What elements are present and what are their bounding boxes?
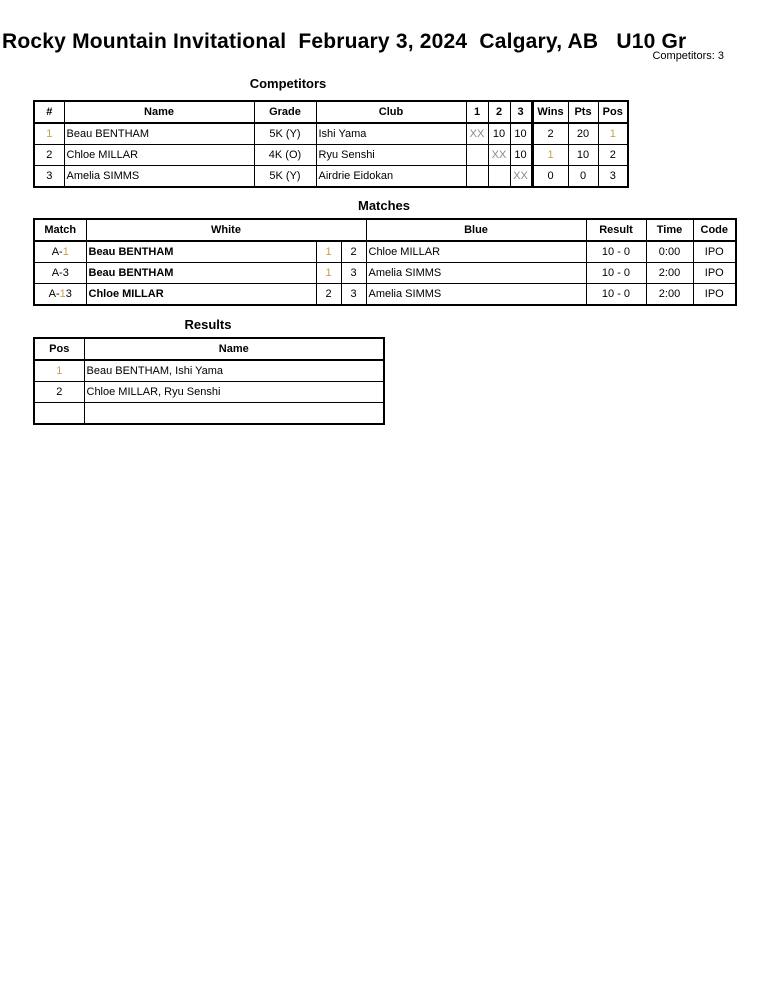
competitor-wins-cell: 2: [532, 123, 568, 145]
match-white-name-cell: Beau BENTHAM: [86, 263, 316, 284]
match-white-number-cell: 2: [316, 284, 341, 306]
match-result-cell: 10 - 0: [586, 284, 646, 306]
match-time-cell: 2:00: [646, 284, 693, 306]
col-header-number: #: [34, 101, 64, 123]
match-white-name-cell: Chloe MILLAR: [86, 284, 316, 306]
competitor-row: [34, 166, 628, 188]
competitor-name-cell: Beau BENTHAM: [64, 123, 254, 145]
competitors-header-row: [34, 101, 628, 123]
match-code-cell: IPO: [693, 263, 736, 284]
competitor-grade-cell: 5K (Y): [254, 123, 316, 145]
competitor-club-cell: Airdrie Eidokan: [316, 166, 466, 188]
competitor-wins-cell: 0: [532, 166, 568, 188]
competitor-number-cell: 3: [34, 166, 64, 188]
competitor-position-cell: 1: [598, 123, 628, 145]
match-id-cell: A-13: [34, 284, 86, 306]
competitors-table: [33, 100, 629, 188]
results-section-heading: Results: [184, 317, 232, 332]
col-header-round-3: 3: [510, 101, 532, 123]
competitors-count-label: Competitors: 3: [652, 50, 724, 62]
round-grid-cell: 10: [510, 145, 532, 166]
match-row: [34, 284, 736, 306]
col-header-wins: Wins: [532, 101, 568, 123]
competitor-row: [34, 145, 628, 166]
competitor-name-cell: Amelia SIMMS: [64, 166, 254, 188]
competitors-section-heading: Competitors: [249, 76, 327, 91]
competitor-club-cell: Ishi Yama: [316, 123, 466, 145]
round-grid-cell-self: XX: [488, 145, 510, 166]
result-position-cell: 2: [34, 382, 84, 403]
result-name-cell: Beau BENTHAM, Ishi Yama: [84, 360, 384, 382]
col-header-result: Result: [586, 219, 646, 241]
col-header-position: Pos: [34, 338, 84, 360]
results-header-row: [34, 338, 384, 360]
col-header-round-1: 1: [466, 101, 488, 123]
result-name-cell: [84, 403, 384, 425]
match-result-cell: 10 - 0: [586, 241, 646, 263]
round-grid-cell: 10: [510, 123, 532, 145]
competitor-points-cell: 20: [568, 123, 598, 145]
competitor-position-cell: 2: [598, 145, 628, 166]
col-header-blue: Blue: [366, 219, 586, 241]
result-row: [34, 403, 384, 425]
col-header-position: Pos: [598, 101, 628, 123]
col-header-grade: Grade: [254, 101, 316, 123]
competitor-grade-cell: 4K (O): [254, 145, 316, 166]
result-name-cell: Chloe MILLAR, Ryu Senshi: [84, 382, 384, 403]
match-code-cell: IPO: [693, 284, 736, 306]
competitor-wins-cell: 1: [532, 145, 568, 166]
col-header-club: Club: [316, 101, 466, 123]
match-blue-name-cell: Amelia SIMMS: [366, 263, 586, 284]
round-grid-cell-self: XX: [466, 123, 488, 145]
competitor-position-cell: 3: [598, 166, 628, 188]
col-header-points: Pts: [568, 101, 598, 123]
result-row: [34, 360, 384, 382]
match-blue-name-cell: Amelia SIMMS: [366, 284, 586, 306]
match-id-cell: A-3: [34, 263, 86, 284]
match-row: [34, 263, 736, 284]
round-grid-cell-self: XX: [510, 166, 532, 188]
result-position-cell: [34, 403, 84, 425]
competitor-row: [34, 123, 628, 145]
match-white-number-cell: 1: [316, 263, 341, 284]
competitor-points-cell: 0: [568, 166, 598, 188]
col-header-round-2: 2: [488, 101, 510, 123]
competitor-grade-cell: 5K (Y): [254, 166, 316, 188]
competitor-points-cell: 10: [568, 145, 598, 166]
match-id-cell: A-1: [34, 241, 86, 263]
competitor-number-cell: 1: [34, 123, 64, 145]
round-grid-cell: [466, 145, 488, 166]
match-time-cell: 0:00: [646, 241, 693, 263]
col-header-white: White: [86, 219, 366, 241]
match-blue-number-cell: 3: [341, 263, 366, 284]
match-result-cell: 10 - 0: [586, 263, 646, 284]
results-table: [33, 337, 385, 425]
match-white-name-cell: Beau BENTHAM: [86, 241, 316, 263]
match-time-cell: 2:00: [646, 263, 693, 284]
match-blue-name-cell: Chloe MILLAR: [366, 241, 586, 263]
tournament-title: Rocky Mountain Invitational February 3, 2024 Calgary, AB U10 Gr: [2, 30, 687, 53]
competitor-club-cell: Ryu Senshi: [316, 145, 466, 166]
match-blue-number-cell: 3: [341, 284, 366, 306]
match-white-number-cell: 1: [316, 241, 341, 263]
result-position-cell: 1: [34, 360, 84, 382]
match-blue-number-cell: 2: [341, 241, 366, 263]
matches-section-heading: Matches: [357, 198, 411, 213]
col-header-code: Code: [693, 219, 736, 241]
competitor-name-cell: Chloe MILLAR: [64, 145, 254, 166]
col-header-time: Time: [646, 219, 693, 241]
result-row: [34, 382, 384, 403]
matches-header-row: [34, 219, 736, 241]
col-header-name: Name: [84, 338, 384, 360]
col-header-match: Match: [34, 219, 86, 241]
competitor-number-cell: 2: [34, 145, 64, 166]
match-row: [34, 241, 736, 263]
round-grid-cell: [466, 166, 488, 188]
round-grid-cell: 10: [488, 123, 510, 145]
round-grid-cell: [488, 166, 510, 188]
match-code-cell: IPO: [693, 241, 736, 263]
col-header-name: Name: [64, 101, 254, 123]
matches-table: [33, 218, 737, 306]
